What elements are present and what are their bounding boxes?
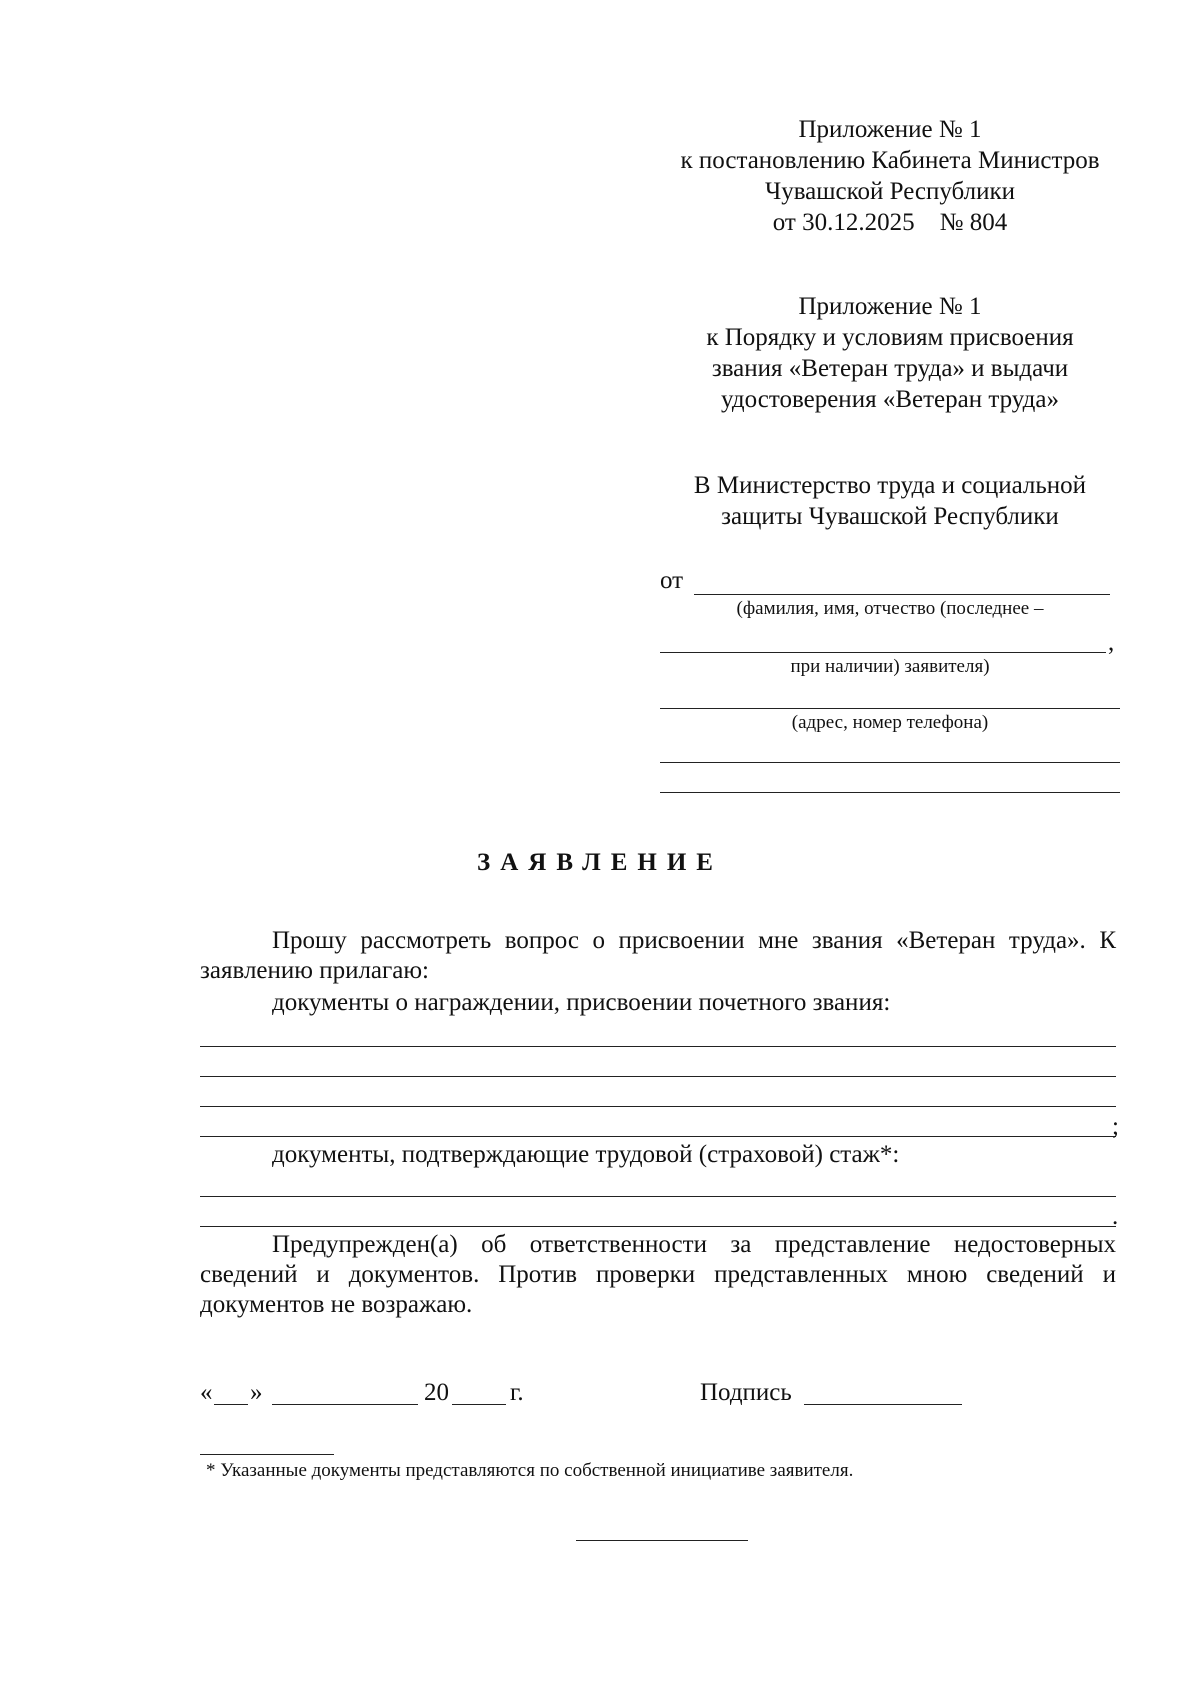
applicant-address-line-3[interactable] (660, 792, 1120, 793)
awards-line-2[interactable] (200, 1076, 1116, 1077)
approval-resolution-line: к постановлению Кабинета Министров (680, 147, 1100, 174)
procedure-annex-number: Приложение № 1 (798, 293, 982, 320)
caption-address: (адрес, номер телефона) (791, 712, 989, 733)
approval-republic-line: Чувашской Республики (764, 178, 1016, 205)
comma: , (1108, 629, 1115, 656)
caption-name-1: (фамилия, имя, отчество (последнее – (736, 598, 1044, 619)
date-year-line[interactable] (452, 1404, 506, 1405)
footnote-separator (200, 1454, 334, 1455)
recipient-line-1: В Министерство труда и социальной (693, 472, 1087, 499)
awards-docs-label: документы о награждении, присвоении почетного звания: (272, 989, 891, 1016)
semicolon: ; (1112, 1113, 1119, 1140)
date-open-quote: « (200, 1379, 213, 1406)
experience-line-2[interactable] (200, 1226, 1116, 1227)
approval-annex-number: Приложение № 1 (798, 116, 982, 143)
signature-label: Подпись (700, 1379, 792, 1406)
experience-docs-label: документы, подтверждающие трудовой (страховой) стаж*: (272, 1141, 900, 1168)
recipient-line-2: защиты Чувашской Республики (721, 503, 1059, 530)
awards-line-4[interactable] (200, 1136, 1116, 1137)
applicant-address-line-1[interactable] (660, 708, 1120, 709)
footnote-text: * Указанные документы представляются по собственной инициативе заявителя. (206, 1460, 854, 1481)
procedure-line-2: звания «Ветеран труда» и выдачи (711, 355, 1069, 382)
experience-line-1[interactable] (200, 1196, 1116, 1197)
awards-line-1[interactable] (200, 1046, 1116, 1047)
procedure-line-1: к Порядку и условиям присвоения (706, 324, 1074, 351)
period: . (1112, 1203, 1119, 1230)
year-prefix: 20 (424, 1379, 449, 1406)
closing-rule (576, 1540, 748, 1541)
caption-name-2: при наличии) заявителя) (790, 656, 990, 677)
date-month-line[interactable] (272, 1404, 418, 1405)
warning-paragraph: Предупрежден(а) об ответственности за представление недостоверных сведений и документов. Против проверки представленных мною сведений и документов не возражаю. (200, 1231, 1116, 1318)
recipient-block (650, 470, 1130, 532)
from-label: от (660, 567, 684, 594)
approval-date-number: от 30.12.2025 № 804 (772, 209, 1008, 236)
awards-line-3[interactable] (200, 1106, 1116, 1107)
procedure-line-3: удостоверения «Ветеран труда» (721, 386, 1059, 413)
approval-block-resolution (650, 114, 1130, 238)
date-day-line[interactable] (214, 1404, 248, 1405)
year-suffix: г. (510, 1379, 524, 1406)
applicant-name-line-2[interactable] (660, 652, 1106, 653)
signature-line[interactable] (804, 1404, 962, 1405)
date-close-quote: » (250, 1379, 263, 1406)
document-title: ЗАЯВЛЕНИЕ (477, 849, 723, 876)
approval-block-procedure (650, 291, 1130, 415)
applicant-address-line-2[interactable] (660, 762, 1120, 763)
request-paragraph: Прошу рассмотреть вопрос о присвоении мне звания «Ветеран труда». К заявлению прилагаю: (200, 927, 1116, 984)
applicant-name-line-1[interactable] (694, 594, 1110, 595)
